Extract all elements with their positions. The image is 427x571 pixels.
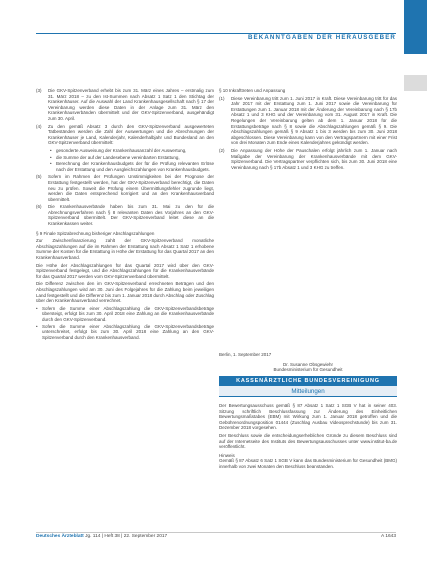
sidebar-marker xyxy=(404,75,427,91)
paragraph-text: Sofern im Rahmen der Prüfungen Unstimmigkeiten bei der Prognose der Erstattung festgestellt werden, hat der GKV-Spitzenverband berechtigt, die Daten neu zu prüfen. Soweit die Prüfung einem Übermittlungsfehler zugrunde liegt, werden die Daten entsprechend korrigiert und an den Krankenhausverband übermittelt. xyxy=(48,174,214,202)
section-title: § 10 Inkrafttreten und Anpassung xyxy=(219,88,286,93)
footer-citation xyxy=(36,534,167,539)
journal-issue: Jg. 114 | Heft 38 | 22. September 2017 xyxy=(85,534,168,539)
bullet-marker: • xyxy=(50,154,52,160)
bullet-marker: • xyxy=(36,323,38,329)
list-item xyxy=(50,161,214,172)
page-number: A 1643 xyxy=(381,534,396,539)
subtitle-box xyxy=(219,386,397,397)
page-header-title: BEKANNTGABEN DER HERAUSGEBER xyxy=(247,34,396,41)
list-item-text: gesonderte Ausweisung der Krankenhausanzahl der Auswertung, xyxy=(56,147,187,153)
paragraph-number: (6) xyxy=(36,204,42,210)
paragraph-number: (1) xyxy=(219,95,225,101)
body-paragraph: Der Beschluss sowie die entscheidungserheblichen Gründe zu diesem Beschluss sind auf der Internetseite des Instituts des Bewertungsausschusses unter www.institut-ba.de veröffentlicht. xyxy=(219,432,397,450)
section-banner: KASSENÄRZTLICHE BUNDESVEREINIGUNG xyxy=(219,376,397,386)
list-item xyxy=(50,148,214,154)
body-paragraph: Die Differenz zwischen den im GKV-Spitzenverband errechneten Beträgen und den Abschlagszahlungen wird am 30. Juni des Folgejahres für die Zahlung beim jeweiligen Land festgestellt und die Differenz bis zum 1. Januar 2018 durch Abschlag oder Zuschlag über den Krankenhausverband verrechnet. xyxy=(36,281,214,304)
subtitle-text: Mitteilungen xyxy=(291,388,325,395)
list-item-text: die Summe der auf der Landesebene vereinbarten Erstattung, xyxy=(56,154,180,160)
sidebar-strip xyxy=(404,0,427,571)
paragraph xyxy=(36,174,214,202)
body-paragraph: Der Bewertungsausschuss gemäß § 87 Absatz 1 Satz 1 SGB V hat in seiner 403. Sitzung schriftlich Beschlussfassung zur Änderung des Einheitlichen Bewertungsmaßstabes (EBM) mit Wirkung zum 1. Januar 2018 getroffen und die Gebührenordnungsposition 01444 (Zuschlag Ausbau Videosprechstunde) bis zum 31. Dezember 2018 vorgesehen. xyxy=(219,403,397,431)
paragraph-text: Die Anpassung der Höhe der Pauschalen erfolgt jährlich zum 1. Januar nach Maßgabe der Vereinbarung der Krankenhausverbände mit dem GKV-Spitzenverband. Die Vertragspartner verpflichten sich, bis zum 30. Juni 2018 eine Vereinbarung nach § 17b Absatz 1 und 3 KHG zu treffen. xyxy=(231,147,397,170)
signature-date: Berlin, 1. September 2017 xyxy=(219,352,272,357)
paragraph-text: Zu den gemäß Absatz 3 durch den GKV-Spitzenverband ausgewerteten Tatbeständen werden die Zahl der Auswertungen und die Abrechnungen der Krankenhäuser je Land, Kalenderjahr, Kalenderhalbjahr und Bundesland an den GKV-Spitzenverband übermittelt: xyxy=(48,123,214,146)
paragraph-number: (5) xyxy=(36,174,42,180)
journal-name: Deutsches Ärzteblatt xyxy=(36,534,84,539)
signature-block xyxy=(219,352,397,373)
sidebar-accent-bar xyxy=(404,0,427,54)
body-paragraph: Zur Zwischenfinanzierung zahlt der GKV-Spitzenverband monatliche Abschlagszahlungen auf die im Rahmen der Erstattung nach Absatz 1 Satz 1 erhobene Summe der Kosten für die Erstattung in Höhe der Erstattung für das Quartal 2017 an den Krankenhausverband. xyxy=(36,238,214,261)
list-item-text: Sofern die Summe einer Abschlagszahlung die GKV-Spitzenverbandsbeträge übersteigt, erfolgt bis zum 30. April 2018 eine Zahlung an die Krankenhausverbände durch den GKV-Spitzenverband. xyxy=(42,305,214,322)
bullet-list xyxy=(36,306,214,341)
bullet-marker: • xyxy=(50,161,52,167)
paragraph xyxy=(36,124,214,146)
subtitle-rule xyxy=(219,396,397,397)
note-heading: Hinweis xyxy=(219,452,235,458)
list-item-text: Berechnung der Krankenhausbudgets der für die Prüfung relevanten Erlöse nach der Erstattung und den Ausgleichszahlungen von Krankenhausbudgets. xyxy=(56,161,214,172)
paragraph-text: Die Krankenhausverbände haben bis zum 31. Mai zu den für die Abrechnungsverfahren nach § 8 relevanten Daten des Vorjahres an den GKV-Spitzenverband übermittelt. Der GKV-Spitzenverband leitet diese an die Krankenkassen weiter. xyxy=(48,204,214,227)
list-item xyxy=(36,306,214,323)
paragraph xyxy=(36,204,214,226)
paragraph-text: Diese Vereinbarung tritt zum 1. Juni 2017 in Kraft. Diese Vereinbarung tritt für das Jahr 2017 mit der Erstattung zum 1. Juni 2017 sowie die Vereinbarung für Erstattungen zum 1. Januar 2018 mit der Änderung der Vereinbarung nach § 17b Absatz 1 und 3 KHG und der Vereinbarung vom 31. August 2017 in Kraft. Die Regelungen der Vereinbarung gelten ab dem 1. Januar 2018 für die Erstattungsbeträge nach § 8 sowie die Abschlagszahlungen gemäß § 9. Die Abschlagszahlungen gemäß § 9 Absatz 1 bis 3 werden bis zum 30. Juni 2018 abgeschlossen. Diese Vereinbarung kann von den Vertragspartnern mit einer Frist von drei Monaten zum Ende eines Kalenderjahres gekündigt werden. xyxy=(231,95,397,146)
footer-rule xyxy=(36,532,396,533)
bullet-marker: • xyxy=(50,147,52,153)
paragraph-number: (4) xyxy=(36,123,42,129)
signature-name: Dr. Susanne Obsgewiehr xyxy=(282,361,334,367)
list-item-text: Sofern die Summe einer Abschlagszahlung die GKV-Spitzenverbandsbeträge unterschreitet, erfolgt bis zum 30. April 2018 eine Zahlung an den GKV-Spitzenverband durch den Krankenhausverband. xyxy=(42,323,214,340)
paragraph-number: (3) xyxy=(36,88,42,93)
left-column xyxy=(36,88,214,341)
right-column xyxy=(219,88,397,172)
bullet-marker: • xyxy=(36,305,38,311)
list-item xyxy=(50,155,214,161)
section-title: § 9 Finale Spitzabrechnung bisheriger Abschlagszahlungen xyxy=(36,230,155,236)
list-item xyxy=(36,324,214,341)
paragraph-number: (2) xyxy=(219,147,225,153)
paragraph-text: Die GKV-Spitzenverband erhebt bis zum 31. März eines Jahres – erstmalig zum 31. März 2018 – zu den Ist-Summen nach Absatz 1 Satz 1 den Stichtag der Krankenhäuser. Auf die Auswahl der Land Krankenhausgesellschaft nach § 17 der Vereinbarung werden diese Daten in der Anlage zum 31. März den Krankenhausverbänden übermittelt und der GKV-Spitzenverband, ausgehändigt zum 30. April. xyxy=(48,88,214,121)
bullet-list xyxy=(50,148,214,172)
signature-role: Bundesministerium für Gesundheit xyxy=(273,367,343,373)
paragraph xyxy=(219,96,397,146)
note-text: Gemäß § 87 Absatz 6 Satz 1 SGB V kann das Bundesministerium für Gesundheit (BMG) innerhalb von zwei Monaten den Beschluss beanstanden. xyxy=(219,458,397,469)
paragraph xyxy=(36,88,214,122)
paragraph xyxy=(219,148,397,170)
body-paragraph: Die Höhe der Abschlagszahlungen für das Quartal 2017 wird über den GKV-Spitzenverband festgelegt, und die Abschlagszahlungen für die Krankenhausverbände für das Quartal 2017 werden vom GKV-Spitzenverband übermittelt. xyxy=(36,262,214,279)
kbv-column xyxy=(219,403,397,472)
